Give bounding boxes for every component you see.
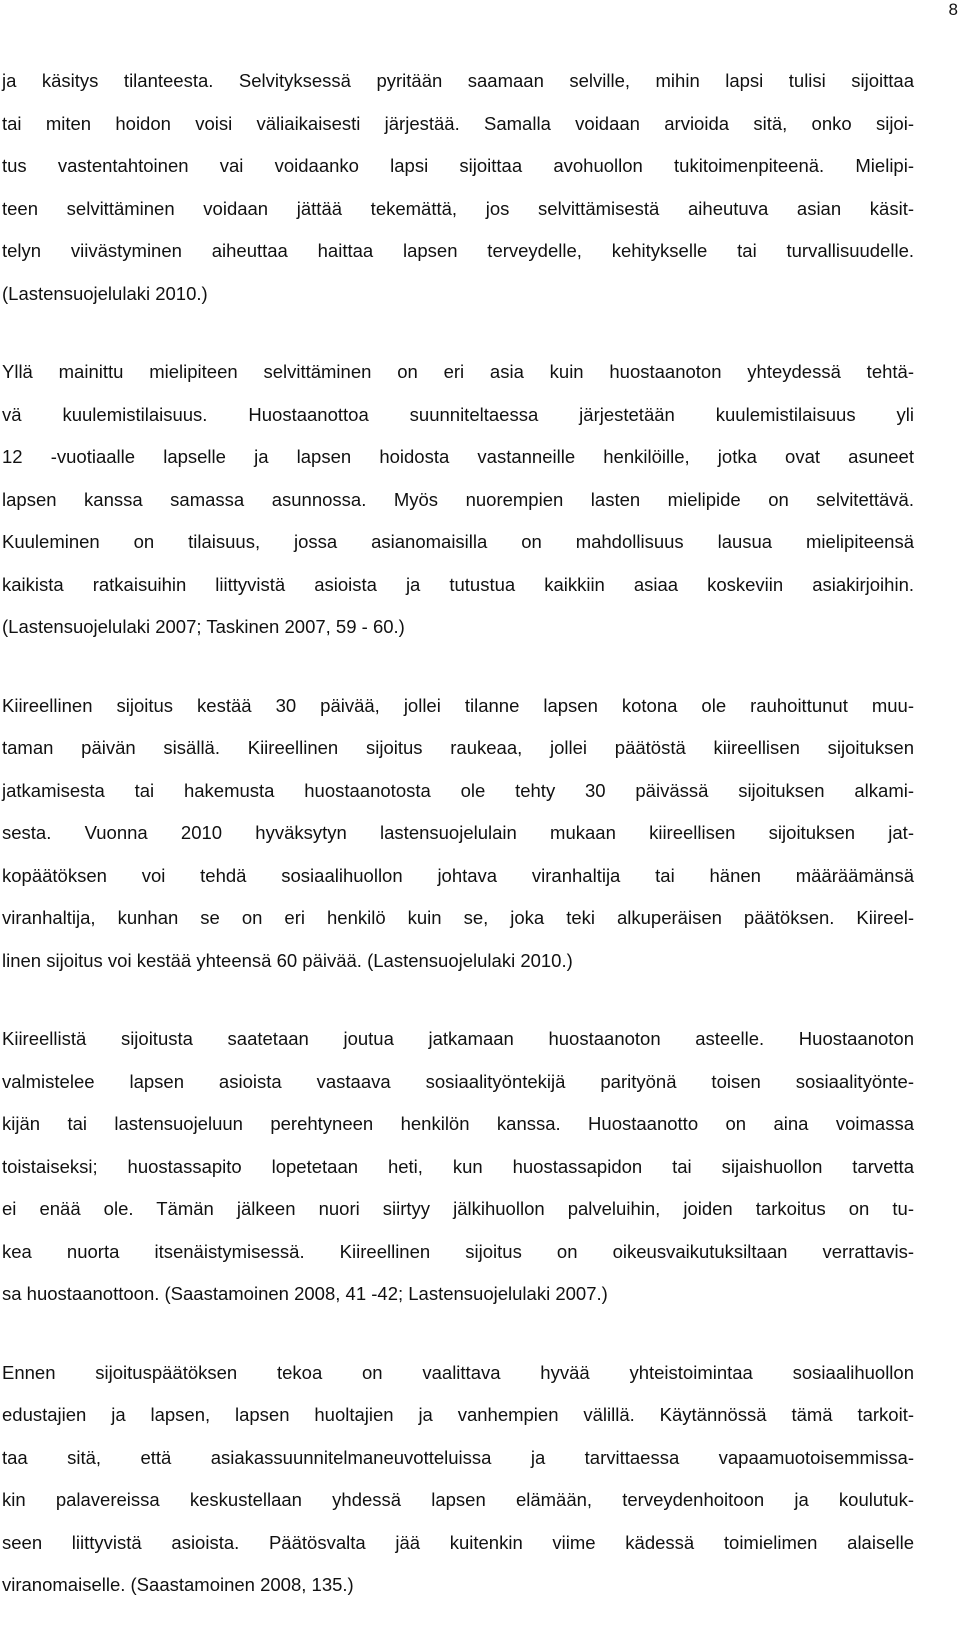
text-line: tus vastentahtoinen vai voidaanko lapsi sijoittaa avohuollon tukitoimenpiteenä. Mielipi- xyxy=(2,155,914,176)
text-line: Ennen sijoituspäätöksen tekoa on vaalittava hyvää yhteistoimintaa sosiaalihuollon xyxy=(2,1361,914,1383)
text-line: toistaiseksi; huostassapito lopetetaan heti, kun huostassapidon tai sijaishuollon tarvetta xyxy=(2,1155,914,1177)
text-line: Kiireellistä sijoitusta saatetaan joutua jatkamaan huostaanoton asteelle. Huostaanoton xyxy=(2,1028,914,1049)
text-line: ja käsitys tilanteesta. Selvityksessä pyritään saamaan selville, mihin lapsi tulisi sijoittaa xyxy=(2,70,914,91)
text-line: taa sitä, että asiakassuunnitelmaneuvotteluissa ja tarvittaessa vapaamuotoisemmissa- xyxy=(2,1446,914,1468)
document-body xyxy=(2,60,914,1643)
text-line: kea nuorta itsenäistymisessä. Kiireellinen sijoitus on oikeusvaikutuksiltaan verrattavis- xyxy=(2,1240,914,1262)
paragraph xyxy=(2,1352,914,1607)
text-line: viranhaltija, kunhan se on eri henkilö kuin se, joka teki alkuperäisen päätöksen. Kiireel- xyxy=(2,907,914,928)
text-line: kijän tai lastensuojeluun perehtyneen henkilön kanssa. Huostaanotto on aina voimassa xyxy=(2,1113,914,1134)
text-line: seen liittyvistä asioista. Päätösvalta jää kuitenkin viime kädessä toimielimen alaiselle xyxy=(2,1531,914,1553)
text-line: ei enää ole. Tämän jälkeen nuori siirtyy jälkihuollon palveluihin, joiden tarkoitus on tu- xyxy=(2,1198,914,1219)
page-number: 8 xyxy=(948,0,958,19)
text-line: Kiireellinen sijoitus kestää 30 päivää, jollei tilanne lapsen kotona ole rauhoittunut muu- xyxy=(2,694,914,716)
paragraph xyxy=(2,60,914,315)
text-line: Yllä mainittu mielipiteen selvittäminen on eri asia kuin huostaanoton yhteydessä tehtä- xyxy=(2,361,914,382)
text-line: Kuuleminen on tilaisuus, jossa asianomaisilla on mahdollisuus lausua mielipiteensä xyxy=(2,531,914,552)
paragraph xyxy=(2,351,914,649)
paragraph xyxy=(2,1018,914,1316)
text-line: teen selvittäminen voidaan jättää tekemättä, jos selvittämisestä aiheutuva asian käsit- xyxy=(2,197,914,219)
text-line: sa huostaanottoon. (Saastamoinen 2008, 41 -42; Lastensuojelulaki 2007.) xyxy=(2,1283,608,1304)
text-line: vä kuulemistilaisuus. Huostaanottoa suunniteltaessa järjestetään kuulemistilaisuus yli xyxy=(2,403,914,425)
text-line: 12 -vuotiaalle lapselle ja lapsen hoidosta vastanneille henkilöille, jotka ovat asuneet xyxy=(2,446,914,467)
text-line: viranomaiselle. (Saastamoinen 2008, 135.) xyxy=(2,1574,354,1595)
text-line: telyn viivästyminen aiheuttaa haittaa lapsen terveydelle, kehitykselle tai turvallisuudelle. xyxy=(2,240,914,261)
text-line: kin palavereissa keskustellaan yhdessä lapsen elämään, terveydenhoitoon ja koulutuk- xyxy=(2,1489,914,1510)
paragraph xyxy=(2,685,914,983)
text-line: kopäätöksen voi tehdä sosiaalihuollon johtava viranhaltija tai hänen määräämänsä xyxy=(2,864,914,886)
text-line: taman päivän sisällä. Kiireellinen sijoitus raukeaa, jollei päätöstä kiireellisen sijoituksen xyxy=(2,737,914,758)
text-line: tai miten hoidon voisi väliaikaisesti järjestää. Samalla voidaan arvioida sitä, onko sijoi- xyxy=(2,112,914,134)
text-line: (Lastensuojelulaki 2007; Taskinen 2007, 59 - 60.) xyxy=(2,616,405,637)
text-line: valmistelee lapsen asioista vastaava sosiaalityöntekijä parityönä toisen sosiaalityönte- xyxy=(2,1070,914,1092)
text-line: (Lastensuojelulaki 2010.) xyxy=(2,282,208,304)
text-line: kaikista ratkaisuihin liittyvistä asioista ja tutustua kaikkiin asiaa koskeviin asiakirjoihin. xyxy=(2,573,914,595)
text-line: lapsen kanssa samassa asunnossa. Myös nuorempien lasten mielipide on selvitettävä. xyxy=(2,488,914,510)
text-line: linen sijoitus voi kestää yhteensä 60 päivää. (Lastensuojelulaki 2010.) xyxy=(2,949,573,971)
text-line: edustajien ja lapsen, lapsen huoltajien ja vanhempien välillä. Käytännössä tämä tarkoit- xyxy=(2,1404,914,1425)
text-line: jatkamisesta tai hakemusta huostaanotosta ole tehty 30 päivässä sijoituksen alkami- xyxy=(2,779,914,801)
text-line: sesta. Vuonna 2010 hyväksytyn lastensuojelulain mukaan kiireellisen sijoituksen jat- xyxy=(2,822,914,843)
